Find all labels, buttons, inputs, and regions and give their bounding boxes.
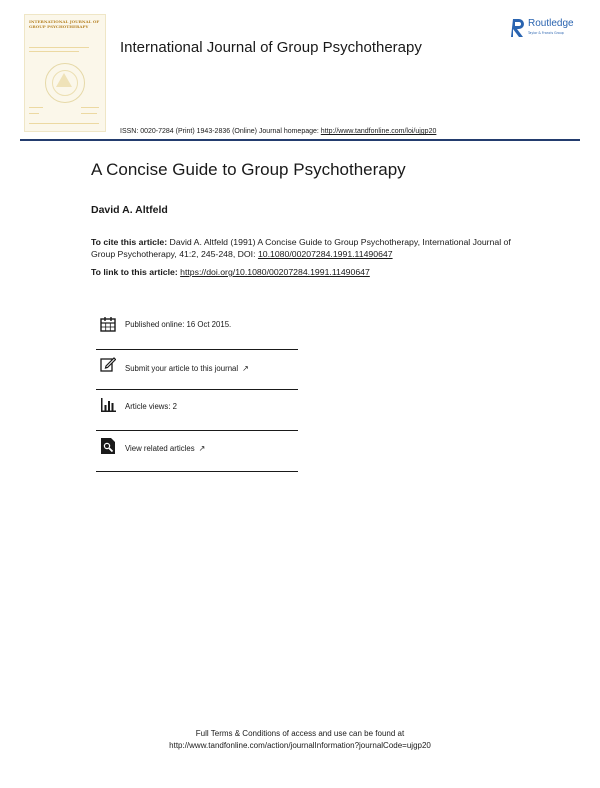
publisher-name: Routledge bbox=[528, 18, 574, 29]
publisher-subtitle: Taylor & Francis Group bbox=[528, 31, 564, 35]
calendar-icon bbox=[100, 316, 116, 332]
cover-title: INTERNATIONAL JOURNAL OF GROUP PSYCHOTHERAPY bbox=[29, 19, 100, 29]
article-author: David A. Altfeld bbox=[91, 204, 168, 216]
bar-chart-icon bbox=[100, 397, 116, 413]
footer-terms-text: Full Terms & Conditions of access and use can be found at bbox=[195, 729, 405, 738]
article-doi-link[interactable]: https://doi.org/10.1080/00207284.1991.11490647 bbox=[180, 267, 370, 277]
cover-line bbox=[29, 107, 43, 108]
link-block bbox=[91, 267, 370, 277]
search-document-icon bbox=[100, 438, 116, 454]
cite-label: To cite this article: bbox=[91, 237, 168, 247]
link-label: To link to this article: bbox=[91, 267, 181, 277]
info-item-published bbox=[96, 316, 298, 356]
journal-homepage-link[interactable]: http://www.tandfonline.com/loi/ujgp20 bbox=[320, 128, 437, 135]
submit-article-row bbox=[125, 364, 249, 373]
issn-line bbox=[120, 128, 436, 135]
cover-emblem-triangle bbox=[56, 73, 72, 87]
info-item-submit[interactable] bbox=[96, 356, 298, 396]
issn-text: ISSN: 0020-7284 (Print) 1943-2836 (Online) Journal homepage: bbox=[120, 128, 321, 135]
external-link-icon: ↗ bbox=[242, 364, 249, 373]
external-link-icon: ↗ bbox=[198, 444, 206, 453]
footer bbox=[0, 728, 600, 752]
published-online-text: Published online: 16 Oct 2015. bbox=[125, 320, 232, 329]
routledge-logo-icon bbox=[511, 17, 525, 39]
related-articles-link[interactable]: View related articles bbox=[125, 444, 195, 453]
cover-line bbox=[29, 51, 79, 52]
article-views-text: Article views: 2 bbox=[125, 402, 177, 411]
cite-doi-link[interactable]: 10.1080/00207284.1991.11490647 bbox=[257, 249, 393, 259]
cover-line bbox=[29, 47, 89, 48]
submit-article-link[interactable]: Submit your article to this journal bbox=[125, 364, 239, 373]
cover-line bbox=[29, 123, 99, 124]
related-articles-row bbox=[125, 444, 205, 453]
journal-title: International Journal of Group Psychotherapy bbox=[120, 39, 422, 56]
edit-icon bbox=[100, 356, 116, 372]
info-item-views bbox=[96, 397, 298, 437]
article-title: A Concise Guide to Group Psychotherapy bbox=[91, 160, 406, 179]
info-divider bbox=[96, 389, 298, 390]
publisher-logo[interactable] bbox=[511, 17, 591, 43]
cover-line bbox=[81, 113, 97, 114]
info-divider bbox=[96, 430, 298, 431]
cover-line bbox=[81, 107, 99, 108]
footer-terms-link[interactable]: http://www.tandfonline.com/action/journalInformation?journalCode=ujgp20 bbox=[169, 741, 431, 750]
citation-block bbox=[91, 236, 521, 260]
journal-cover-thumbnail bbox=[24, 14, 106, 132]
info-divider bbox=[96, 471, 298, 472]
info-item-related[interactable] bbox=[96, 438, 298, 478]
info-divider bbox=[96, 349, 298, 350]
header-divider bbox=[20, 139, 580, 141]
cite-text: David A. Altfeld (1991) A Concise Guide to Group Psychotherapy, International Journal of Group Psychotherapy, 41:2, 245-248, DOI: bbox=[91, 237, 511, 259]
cover-line bbox=[29, 113, 39, 114]
